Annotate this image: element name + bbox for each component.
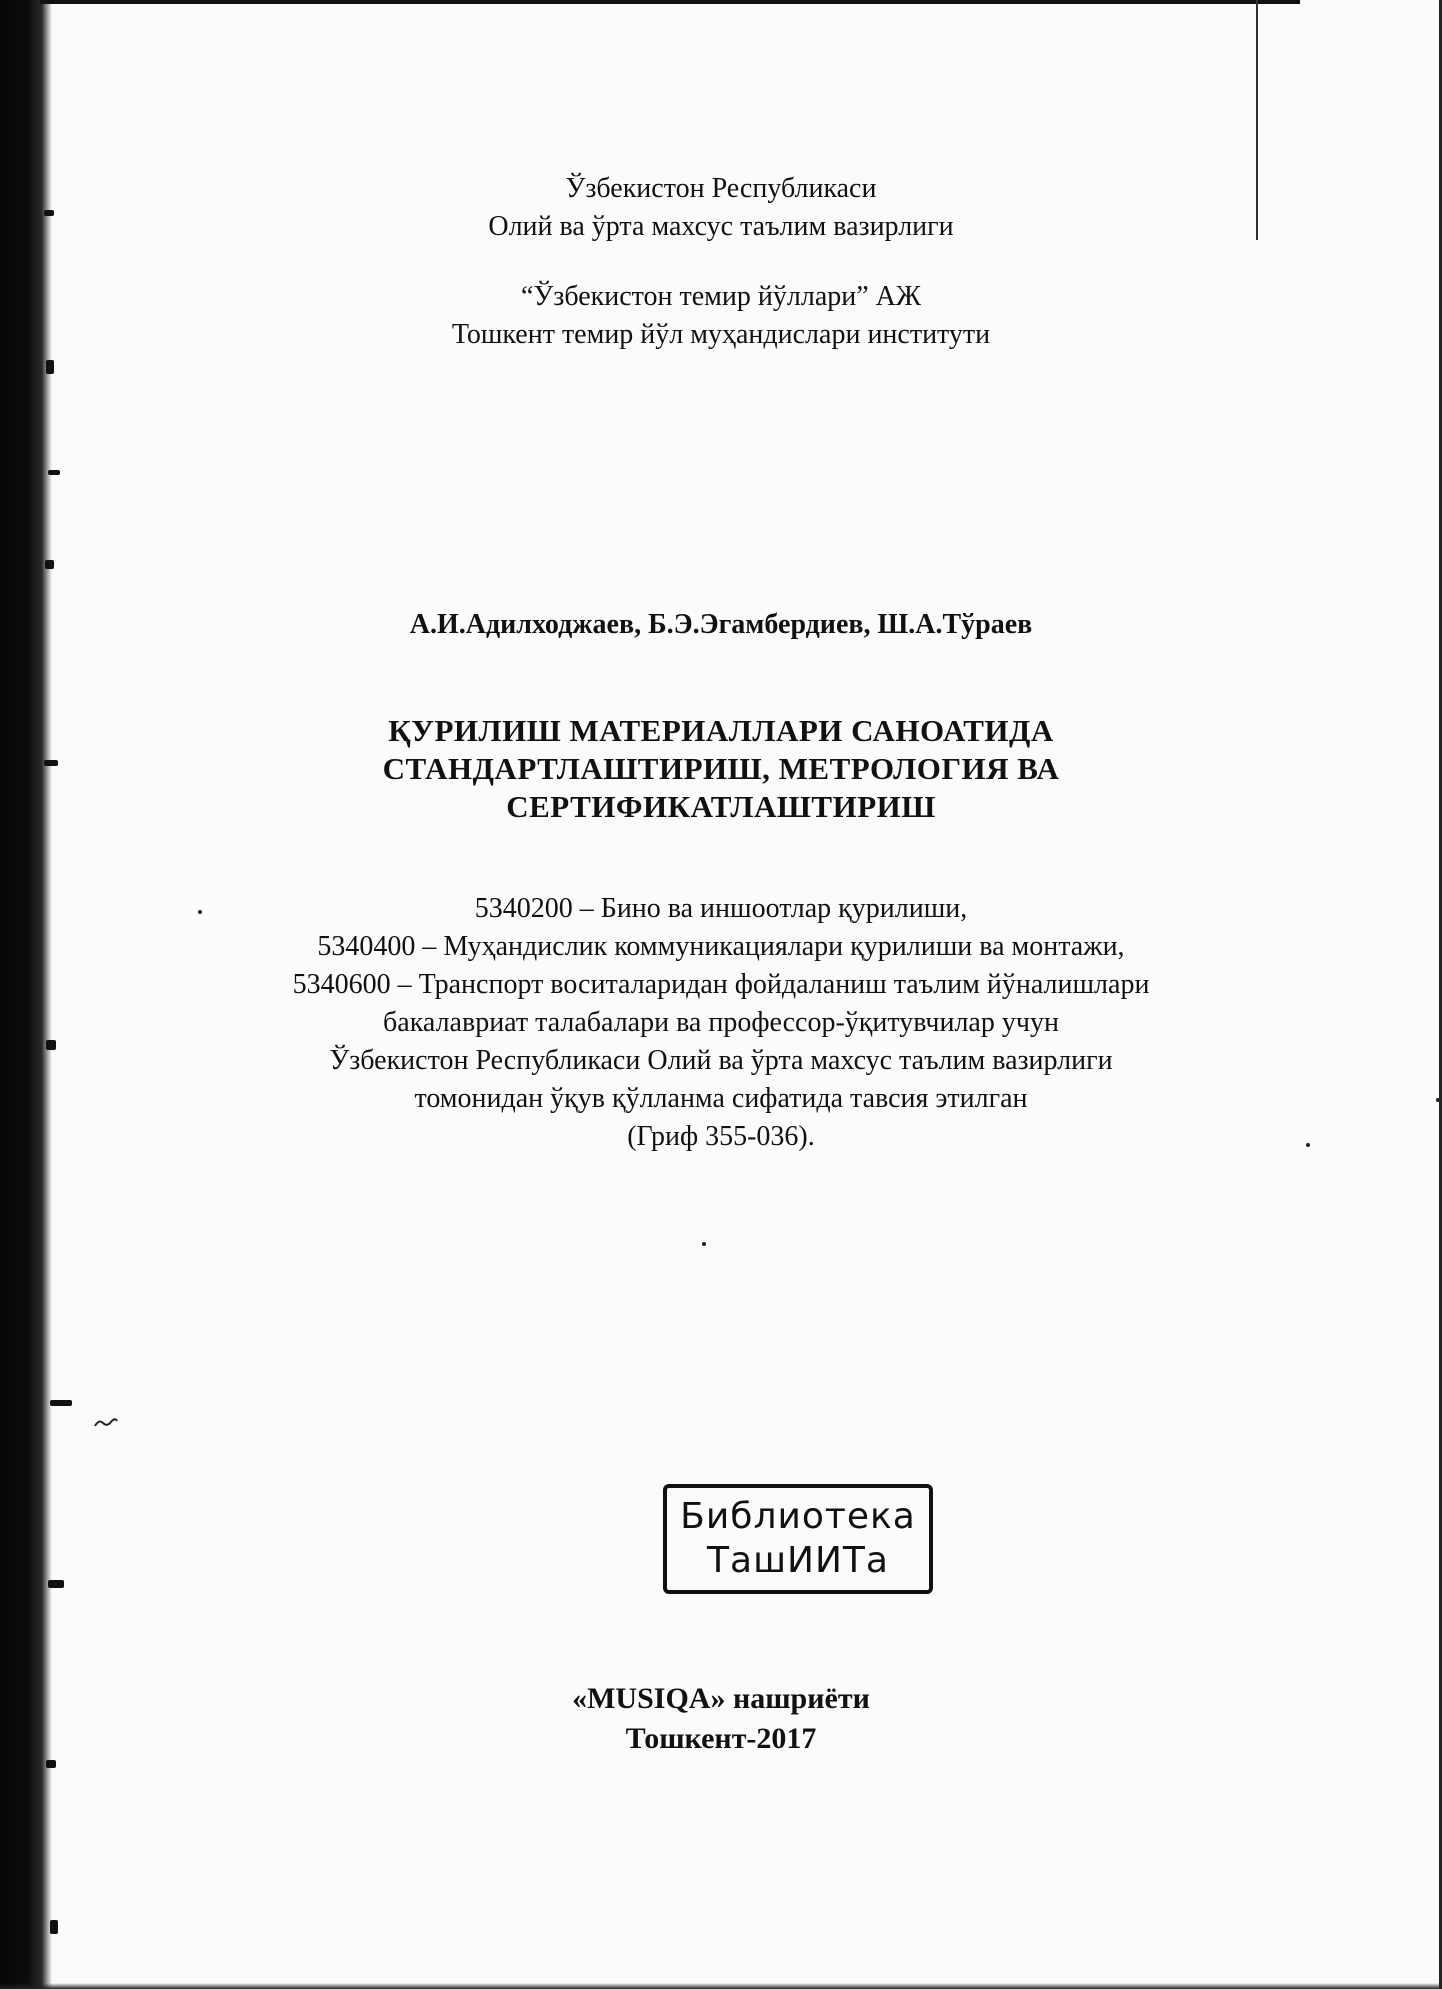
scan-speck <box>702 1242 706 1246</box>
stamp-line-1: Библиотека <box>680 1496 916 1537</box>
grif-line: (Гриф 355-036). <box>627 1121 815 1152</box>
specialty-line-3: 5340600 – Транспорт воситаларидан фойдаланиш таълим йўналишлари <box>292 969 1150 1000</box>
scan-speck <box>198 910 202 914</box>
scan-squiggle <box>94 1418 118 1428</box>
scan-bottom-edge <box>0 1983 1442 1989</box>
specialty-line-5: Ўзбекистон Республикаси Олий ва ўрта махсус таълим вазирлиги <box>329 1045 1113 1076</box>
scan-top-edge <box>40 0 1300 4</box>
company-line: “Ўзбекистон темир йўллари” АЖ <box>521 281 921 312</box>
authors-line: А.И.Адилходжаев, Б.Э.Эгамбердиев, Ш.А.Тўраев <box>409 609 1033 640</box>
institute-line: Тошкент темир йўл муҳандислари институти <box>451 319 991 350</box>
publisher-line: «MUSIQA» нашриёти <box>572 1682 870 1715</box>
ministry-line: Олий ва ўрта махсус таълим вазирлиги <box>488 211 954 242</box>
specialty-line-2: 5340400 – Муҳандислик коммуникациялари қурилиши ва монтажи, <box>317 931 1125 962</box>
title-line-3: СЕРТИФИКАТЛАШТИРИШ <box>506 789 936 824</box>
city-year-line: Тошкент-2017 <box>625 1722 817 1755</box>
scan-speck <box>1306 1143 1310 1147</box>
specialty-line-4: бакалавриат талабалари ва профессор-ўқитувчилар учун <box>383 1007 1059 1038</box>
library-stamp <box>663 1484 933 1594</box>
title-line-2: СТАНДАРТЛАШТИРИШ, МЕТРОЛОГИЯ ВА <box>382 751 1060 786</box>
scan-speck <box>1436 1098 1440 1102</box>
stamp-line-2: ТашИИТа <box>707 1540 889 1581</box>
title-line-1: ҚУРИЛИШ МАТЕРИАЛЛАРИ САНОАТИДА <box>388 713 1054 748</box>
country-line: Ўзбекистон Республикаси <box>565 173 877 204</box>
specialty-line-1: 5340200 – Бино ва иншоотлар қурилиши, <box>474 893 968 924</box>
specialty-line-6: томонидан ўқув қўлланма сифатида тавсия этилган <box>414 1083 1028 1114</box>
